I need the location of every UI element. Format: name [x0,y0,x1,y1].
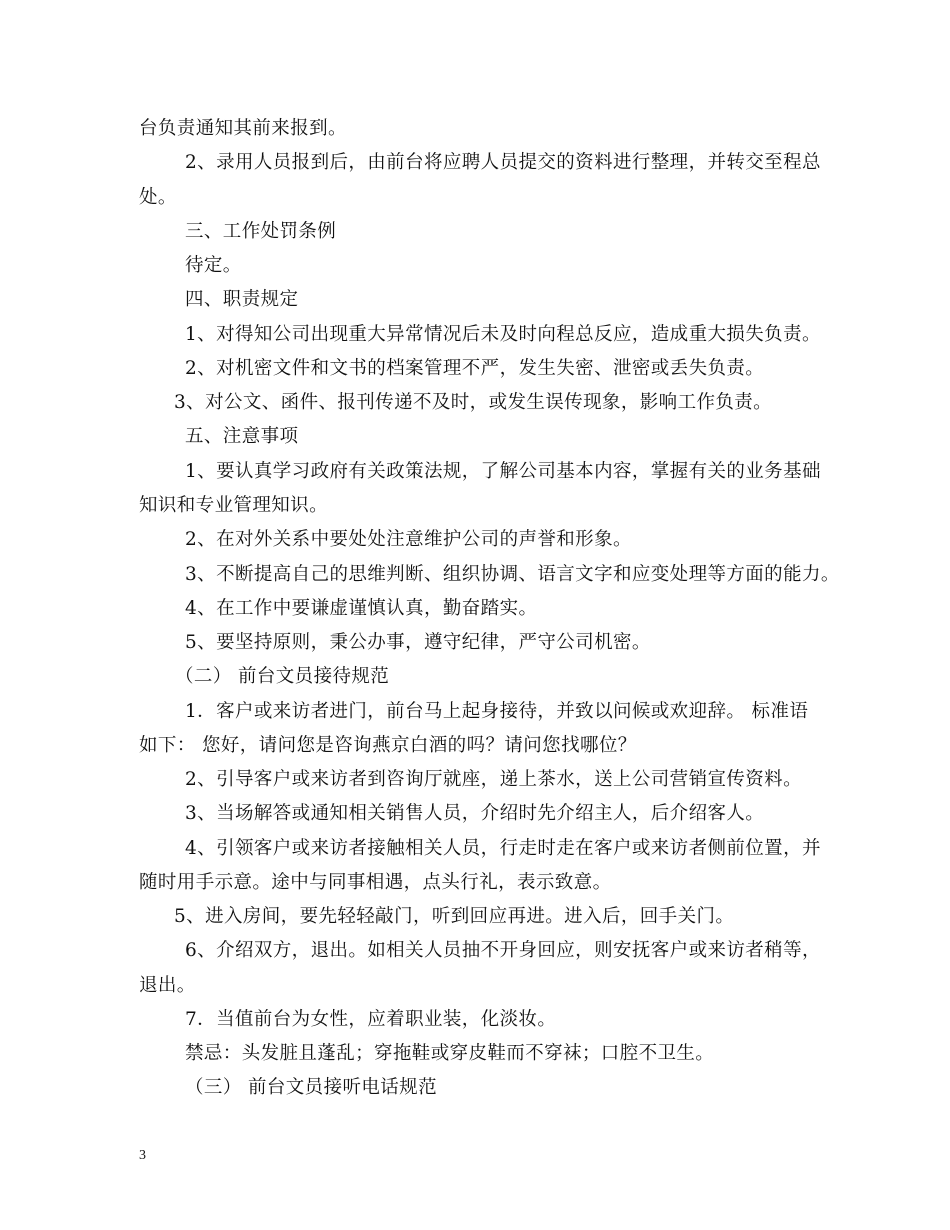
text-line: 3、不断提高自己的思维判断、组织协调、语言文字和应变处理等方面的能力。 [185,564,840,585]
page-number: 3 [139,1148,146,1163]
text-line: 1、对得知公司出现重大异常情况后未及时向程总反应，造成重大损失负责。 [185,324,821,345]
text-line: 知识和专业管理知识。 [139,495,329,516]
section-heading: 四、职责规定 [185,289,299,310]
text-line: 6、介绍双方，退出。如相关人员抽不开身回应，则安抚客户或来访者稍等， [185,940,821,961]
text-line: 4、引领客户或来访者接触相关人员，行走时走在客户或来访者侧前位置，并 [185,838,821,859]
text-line: 1、要认真学习政府有关政策法规，了解公司基本内容，掌握有关的业务基础 [185,461,821,482]
text-line: 随时用手示意。途中与同事相遇，点头行礼，表示致意。 [139,872,612,893]
section-heading: （二） 前台文员接待规范 [175,666,390,687]
text-line: 2、在对外关系中要处处注意维护公司的声誉和形象。 [185,529,632,550]
text-line: 处。 [139,187,177,208]
text-line: 3、对公文、函件、报刊传递不及时，或发生误传现象，影响工作负责。 [174,392,773,413]
text-line: 禁忌：头发脏且蓬乱；穿拖鞋或穿皮鞋而不穿袜；口腔不卫生。 [185,1043,715,1064]
text-line: 待定。 [185,255,242,276]
text-line: 如下： 您好，请问您是咨询燕京白酒的吗？请问您找哪位？ [139,735,637,756]
text-line: 4、在工作中要谦虚谨慎认真，勤奋踏实。 [185,598,538,619]
text-line: 台负责通知其前来报到。 [139,118,347,139]
section-heading: 五、注意事项 [185,426,299,447]
section-heading: （三） 前台文员接听电话规范 [185,1077,437,1098]
text-line: 3、当场解答或通知相关销售人员，介绍时先介绍主人，后介绍客人。 [185,803,765,824]
text-line: 5、要坚持原则，秉公办事，遵守纪律，严守公司机密。 [185,632,651,653]
text-line: 7．当值前台为女性，应着职业装，化淡妆。 [185,1009,557,1030]
section-heading: 三、工作处罚条例 [185,221,337,242]
text-line: 1．客户或来访者进门，前台马上起身接待，并致以问候或欢迎辞。 标准语 [185,701,809,722]
text-line: 2、引导客户或来访者到咨询厅就座，递上茶水，送上公司营销宣传资料。 [185,769,802,790]
text-line: 5、进入房间，要先轻轻敲门，听到回应再进。进入后，回手关门。 [174,906,735,927]
text-line: 2、录用人员报到后，由前台将应聘人员提交的资料进行整理，并转交至程总 [185,152,821,173]
text-line: 退出。 [139,975,196,996]
text-line: 2、对机密文件和文书的档案管理不严，发生失密、泄密或丢失负责。 [185,358,765,379]
